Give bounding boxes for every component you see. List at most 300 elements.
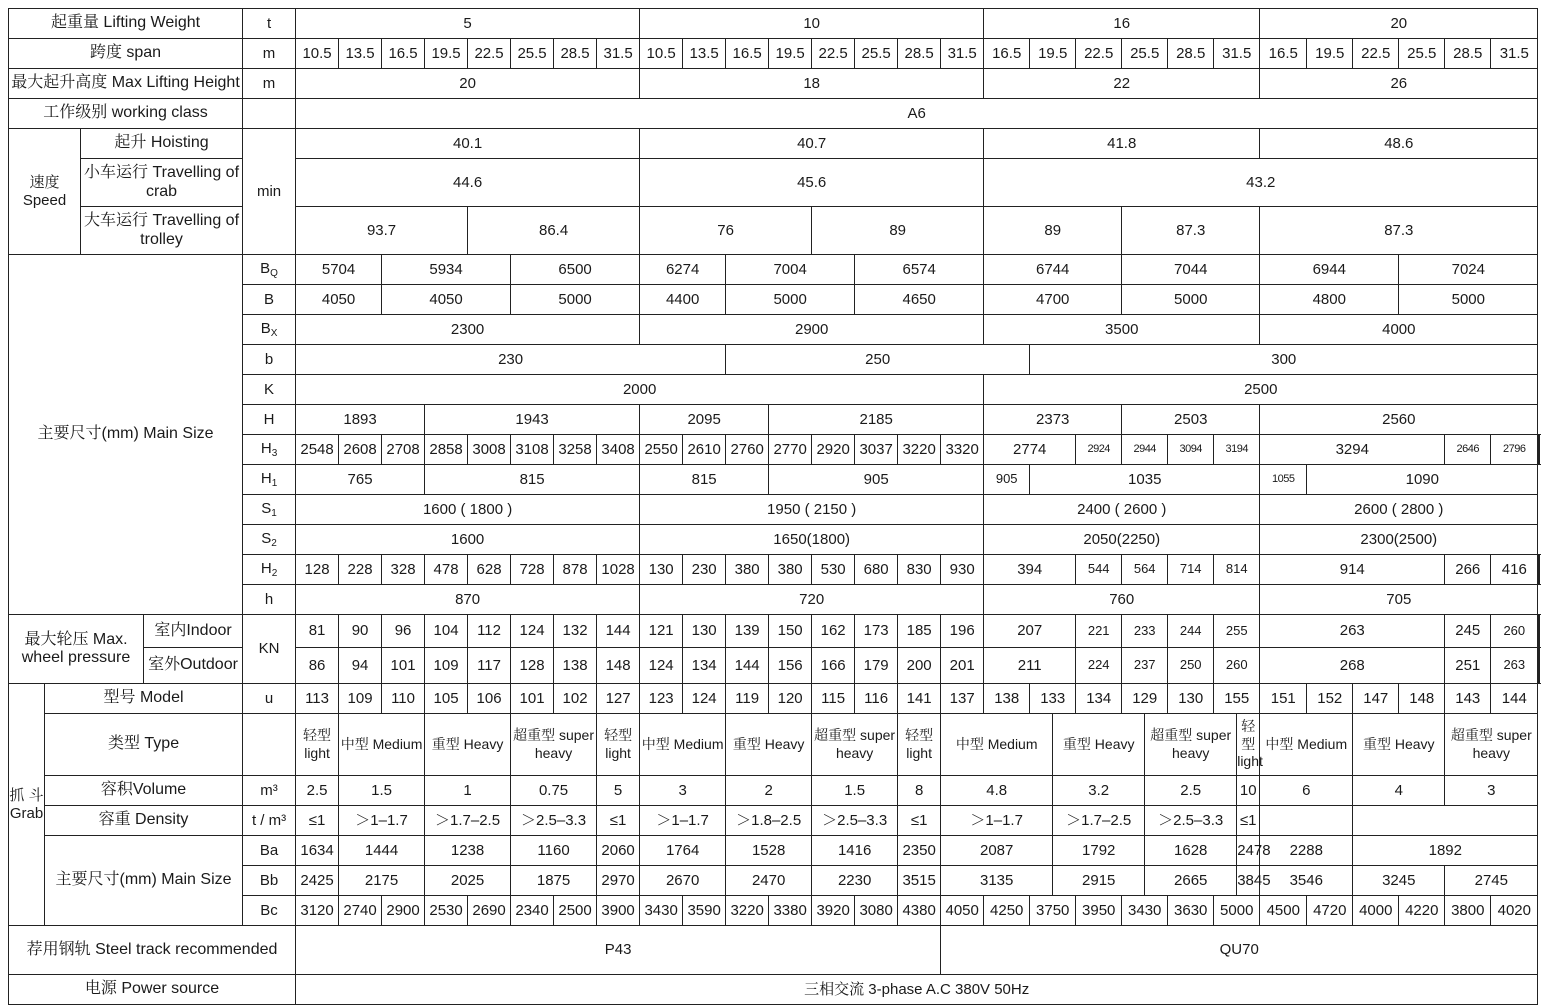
cell: 3950 — [1076, 896, 1122, 926]
cell: 3120 — [296, 896, 339, 926]
cell: 134 — [683, 648, 726, 684]
cell: 86 — [296, 648, 339, 684]
cell: 129 — [1122, 684, 1168, 714]
cell: 251 — [1445, 648, 1491, 684]
cell: 4650 — [855, 285, 984, 315]
cell: 96 — [382, 615, 425, 648]
cell: 1416 — [812, 836, 898, 866]
cell: 3 — [1445, 776, 1538, 806]
unit-min: min — [243, 129, 296, 255]
cell: 19.5 — [425, 39, 468, 69]
cell: 2.5 — [296, 776, 339, 806]
cell: 4050 — [382, 285, 511, 315]
cell: 2095 — [640, 405, 769, 435]
label-trolley-travel: 大车运行 Travelling of trolley — [81, 207, 243, 255]
dim-letter: H — [260, 469, 272, 487]
cell: 31.5 — [941, 39, 984, 69]
cell: 245 — [1445, 615, 1491, 648]
cell: 109 — [339, 684, 382, 714]
cell: 4000 — [1260, 315, 1538, 345]
cell: 760 — [984, 585, 1260, 615]
cell: 156 — [769, 648, 812, 684]
cell: 237 — [1122, 648, 1168, 684]
cell: 22 — [984, 69, 1260, 99]
cell: 2665 — [1145, 866, 1237, 896]
cell: 155 — [1214, 684, 1260, 714]
cell: 89 — [984, 207, 1122, 255]
cell: 28.5 — [1168, 39, 1214, 69]
row-outdoor — [9, 648, 1540, 684]
cell: 89 — [812, 207, 984, 255]
cell: A6 — [296, 99, 1538, 129]
cell: 720 — [640, 585, 984, 615]
cell: 1.5 — [339, 776, 425, 806]
label-working-class: 工作级别 working class — [9, 99, 243, 129]
cell: 2560 — [1260, 405, 1538, 435]
cell: 5934 — [382, 255, 511, 285]
cell: 116 — [855, 684, 898, 714]
cell: 41.8 — [984, 129, 1260, 159]
cell: 680 — [855, 555, 898, 585]
cell: 1950 ( 2150 ) — [640, 495, 984, 525]
dim-h-upper: H — [243, 405, 296, 435]
cell: 3135 — [941, 866, 1053, 896]
cell: 重型 Heavy — [726, 714, 812, 776]
cell: 2060 — [597, 836, 640, 866]
cell: 22.5 — [1076, 39, 1122, 69]
label-grab-main-size: 主要尺寸(mm) Main Size — [45, 836, 243, 926]
cell: 2340 — [511, 896, 554, 926]
cell: 1600 — [296, 525, 640, 555]
cell: 2373 — [984, 405, 1122, 435]
cell: 814 — [1214, 555, 1260, 585]
cell: 2530 — [425, 896, 468, 926]
dim-b-upper: B — [243, 285, 296, 315]
cell: 76 — [640, 207, 812, 255]
cell: 2646 — [1445, 435, 1491, 465]
row-working-class — [9, 99, 1540, 129]
cell: 102 — [554, 684, 597, 714]
cell: 143 — [1445, 684, 1491, 714]
cell: 22.5 — [812, 39, 855, 69]
cell: 87.3 — [1260, 207, 1538, 255]
cell: 3546 — [1260, 866, 1353, 896]
cell: 564 — [1122, 555, 1168, 585]
cell: 87.3 — [1122, 207, 1260, 255]
cell: 207 — [984, 615, 1076, 648]
cell: 2924 — [1076, 435, 1122, 465]
cell: 628 — [468, 555, 511, 585]
dim-bx — [243, 315, 296, 345]
label-power-source: 电源 Power source — [9, 975, 296, 1005]
cell: 90 — [339, 615, 382, 648]
cell: 105 — [425, 684, 468, 714]
cell: 121 — [640, 615, 683, 648]
cell: 1028 — [597, 555, 640, 585]
cell: 4400 — [640, 285, 726, 315]
cell: 7044 — [1122, 255, 1260, 285]
cell: 728 — [511, 555, 554, 585]
cell: 133 — [1030, 684, 1076, 714]
cell: 394 — [984, 555, 1076, 585]
dim-bc: Bc — [243, 896, 296, 926]
cell: 2690 — [468, 896, 511, 926]
cell: 905 — [769, 465, 984, 495]
cell: 10 — [1237, 776, 1260, 806]
cell: 20 — [1260, 9, 1538, 39]
cell: ＞1–1.7 — [339, 806, 425, 836]
cell: 148 — [597, 648, 640, 684]
cell: 10.5 — [640, 39, 683, 69]
cell: 4500 — [1260, 896, 1307, 926]
cell: 超重型 super heavy — [1145, 714, 1237, 776]
cell: 815 — [425, 465, 640, 495]
cell: 1634 — [296, 836, 339, 866]
cell: 43.2 — [984, 159, 1538, 207]
row-lifting-weight — [9, 9, 1540, 39]
unit-m: m — [243, 69, 296, 99]
cell: 2470 — [726, 866, 812, 896]
cell: 6 — [1260, 776, 1353, 806]
cell: 2708 — [382, 435, 425, 465]
cell: 3 — [640, 776, 726, 806]
cell: 1650(1800) — [640, 525, 984, 555]
cell: 196 — [941, 615, 984, 648]
cell: 2760 — [726, 435, 769, 465]
cell: 2425 — [296, 866, 339, 896]
cell: 115 — [812, 684, 855, 714]
cell: 124 — [683, 684, 726, 714]
cell: 3.2 — [1053, 776, 1145, 806]
cell: 380 — [726, 555, 769, 585]
cell: 1 — [425, 776, 511, 806]
row-hoisting — [9, 129, 1540, 159]
cell: 263 — [1491, 648, 1538, 684]
cell: 44.6 — [296, 159, 640, 207]
cell: 3220 — [726, 896, 769, 926]
cell: 106 — [468, 684, 511, 714]
cell: 211 — [984, 648, 1076, 684]
cell: 162 — [812, 615, 855, 648]
cell: 3590 — [683, 896, 726, 926]
cell: 3245 — [1353, 866, 1445, 896]
cell: 4050 — [296, 285, 382, 315]
cell: 144 — [597, 615, 640, 648]
cell: 19.5 — [1307, 39, 1353, 69]
cell: 20 — [296, 69, 640, 99]
cell: 250 — [1168, 648, 1214, 684]
cell: 93.7 — [296, 207, 468, 255]
cell: 150 — [769, 615, 812, 648]
cell: 2770 — [769, 435, 812, 465]
cell: 2670 — [640, 866, 726, 896]
cell: 28.5 — [554, 39, 597, 69]
cell: 328 — [382, 555, 425, 585]
row-bq — [9, 255, 1540, 285]
cell: 31.5 — [1491, 39, 1538, 69]
cell: 45.6 — [640, 159, 984, 207]
cell: ≤1 — [1237, 806, 1260, 836]
row-indoor — [9, 615, 1540, 648]
cell: 86.4 — [468, 207, 640, 255]
cell: 22.5 — [1353, 39, 1399, 69]
cell: 830 — [898, 555, 941, 585]
cell: 1035 — [1030, 465, 1260, 495]
label-span: 跨度 span — [9, 39, 243, 69]
cell: 5000 — [1214, 896, 1260, 926]
unit-kn: KN — [243, 615, 296, 684]
cell: 2503 — [1122, 405, 1260, 435]
cell: 三相交流 3-phase A.C 380V 50Hz — [296, 975, 1538, 1005]
cell: 2400 ( 2600 ) — [984, 495, 1260, 525]
cell: 1090 — [1307, 465, 1538, 495]
dim-s2 — [243, 525, 296, 555]
cell: 260 — [1491, 615, 1538, 648]
dim-letter: B — [260, 259, 271, 277]
cell: 2.5 — [1145, 776, 1237, 806]
cell: 4700 — [984, 285, 1122, 315]
cell: 2050(2250) — [984, 525, 1260, 555]
cell: 1892 — [1353, 836, 1538, 866]
cell: 1528 — [726, 836, 812, 866]
cell: 1160 — [511, 836, 597, 866]
dim-k: K — [243, 375, 296, 405]
cell: 878 — [554, 555, 597, 585]
dim-letter: H — [260, 439, 272, 457]
row-volume — [9, 776, 1540, 806]
cell: 1893 — [296, 405, 425, 435]
label-speed: 速度 Speed — [9, 129, 81, 255]
cell: 3800 — [1445, 896, 1491, 926]
row-crab-travel — [9, 159, 1540, 207]
cell: 124 — [511, 615, 554, 648]
cell: 104 — [425, 615, 468, 648]
label-grab: 抓 斗 Grab — [9, 684, 45, 926]
cell: 7004 — [726, 255, 855, 285]
cell: 25.5 — [1122, 39, 1168, 69]
cell: 4000 — [1353, 896, 1399, 926]
cell — [1260, 806, 1353, 836]
dim-subscript: 2 — [271, 537, 277, 549]
cell: 40.7 — [640, 129, 984, 159]
cell: 1.5 — [812, 776, 898, 806]
dim-subscript: 1 — [271, 477, 278, 489]
cell: 1600 ( 1800 ) — [296, 495, 640, 525]
cell: 2185 — [769, 405, 984, 435]
cell: 870 — [296, 585, 640, 615]
cell: 5 — [296, 9, 640, 39]
cell: ≤1 — [296, 806, 339, 836]
cell: 3220 — [898, 435, 941, 465]
cell: 221 — [1076, 615, 1122, 648]
label-lifting-weight: 起重量 Lifting Weight — [9, 9, 243, 39]
cell: 123 — [640, 684, 683, 714]
cell: ＞1–1.7 — [941, 806, 1053, 836]
cell: 16.5 — [984, 39, 1030, 69]
dim-h1 — [243, 465, 296, 495]
unit-m: m — [243, 39, 296, 69]
cell: 16.5 — [382, 39, 425, 69]
cell: 重型 Heavy — [1353, 714, 1445, 776]
cell: 5000 — [1399, 285, 1538, 315]
dim-b-lower: b — [243, 345, 296, 375]
cell: 714 — [1168, 555, 1214, 585]
cell: 22.5 — [468, 39, 511, 69]
cell: 930 — [941, 555, 984, 585]
cell: 2610 — [683, 435, 726, 465]
cell: 300 — [1030, 345, 1538, 375]
cell: 3408 — [597, 435, 640, 465]
cell: 2350 — [898, 836, 941, 866]
cell: 3515 — [898, 866, 941, 896]
cell: 127 — [597, 684, 640, 714]
cell: 81 — [296, 615, 339, 648]
cell: 94 — [339, 648, 382, 684]
cell: 233 — [1122, 615, 1168, 648]
cell: 轻型 light — [898, 714, 941, 776]
cell: 119 — [726, 684, 769, 714]
cell: ＞2.5–3.3 — [511, 806, 597, 836]
cell: 2600 ( 2800 ) — [1260, 495, 1538, 525]
cell: 130 — [683, 615, 726, 648]
cell: 1875 — [511, 866, 597, 896]
cell: 5000 — [726, 285, 855, 315]
cell: 478 — [425, 555, 468, 585]
dim-letter: S — [261, 499, 272, 517]
cell: 超重型 super heavy — [511, 714, 597, 776]
cell: 144 — [726, 648, 769, 684]
cell: 4020 — [1491, 896, 1538, 926]
cell: 2300 — [296, 315, 640, 345]
row-steel-track — [9, 926, 1540, 975]
cell: 2087 — [941, 836, 1053, 866]
cell: 3430 — [640, 896, 683, 926]
cell: 1444 — [339, 836, 425, 866]
unit-t: t — [243, 9, 296, 39]
cell: 244 — [1168, 615, 1214, 648]
cell: 130 — [1168, 684, 1214, 714]
cell: 2608 — [339, 435, 382, 465]
cell: 2025 — [425, 866, 511, 896]
dim-subscript: 3 — [271, 447, 278, 459]
cell: 3380 — [769, 896, 812, 926]
cell: 28.5 — [898, 39, 941, 69]
dim-s1 — [243, 495, 296, 525]
cell: 重型 Heavy — [1053, 714, 1145, 776]
cell: 4050 — [941, 896, 984, 926]
cell: 120 — [769, 684, 812, 714]
label-type: 类型 Type — [45, 714, 243, 776]
unit-blank — [243, 99, 296, 129]
spec-sheet — [8, 8, 1540, 1005]
cell: 765 — [296, 465, 425, 495]
cell: 128 — [296, 555, 339, 585]
cell: 2 — [726, 776, 812, 806]
cell: 228 — [339, 555, 382, 585]
cell: 7024 — [1399, 255, 1538, 285]
cell: 147 — [1353, 684, 1399, 714]
cell: 3080 — [855, 896, 898, 926]
cell: 2740 — [339, 896, 382, 926]
dim-letter: H — [260, 559, 272, 577]
cell: 2230 — [812, 866, 898, 896]
cell: 101 — [382, 648, 425, 684]
cell: 1943 — [425, 405, 640, 435]
cell: 5000 — [1122, 285, 1260, 315]
cell: 2175 — [339, 866, 425, 896]
cell: 3630 — [1168, 896, 1214, 926]
cell: ＞1.7–2.5 — [1053, 806, 1145, 836]
cell: 2300(2500) — [1260, 525, 1538, 555]
cell: 8 — [898, 776, 941, 806]
cell: 1055 — [1260, 465, 1307, 495]
label-wheel-pressure: 最大轮压 Max. wheel pressure — [9, 615, 144, 684]
label-model: 型号 Model — [45, 684, 243, 714]
cell: 260 — [1214, 648, 1260, 684]
cell: 2550 — [640, 435, 683, 465]
cell: 117 — [468, 648, 511, 684]
cell: 137 — [941, 684, 984, 714]
cell: 6274 — [640, 255, 726, 285]
cell: 2288 — [1260, 836, 1353, 866]
row-type — [9, 714, 1540, 776]
cell: 6744 — [984, 255, 1122, 285]
cell: 3008 — [468, 435, 511, 465]
cell: 138 — [554, 648, 597, 684]
label-density: 容重 Density — [45, 806, 243, 836]
cell: 1238 — [425, 836, 511, 866]
cell: 2774 — [984, 435, 1076, 465]
cell: 914 — [1260, 555, 1445, 585]
cell: 179 — [855, 648, 898, 684]
cell: ＞2.5–3.3 — [812, 806, 898, 836]
cell: 3194 — [1214, 435, 1260, 465]
dim-subscript: X — [270, 327, 278, 339]
dim-h2 — [243, 555, 296, 585]
cell: 185 — [898, 615, 941, 648]
cell: 中型 Medium — [640, 714, 726, 776]
cell: 134 — [1076, 684, 1122, 714]
cell: ＞2.5–3.3 — [1145, 806, 1237, 836]
cell: 中型 Medium — [1260, 714, 1353, 776]
dim-subscript: 2 — [271, 567, 278, 579]
unit-m3: m³ — [243, 776, 296, 806]
cell: 2970 — [597, 866, 640, 896]
cell: 148 — [1399, 684, 1445, 714]
cell: 25.5 — [1399, 39, 1445, 69]
cell: 141 — [898, 684, 941, 714]
cell: 4220 — [1399, 896, 1445, 926]
dim-h3 — [243, 435, 296, 465]
cell: 轻型 light — [296, 714, 339, 776]
cell: 3750 — [1030, 896, 1076, 926]
cell: 3845 — [1237, 866, 1260, 896]
cell: 2500 — [984, 375, 1538, 405]
dim-bq — [243, 255, 296, 285]
cell: 128 — [511, 648, 554, 684]
cell: 3094 — [1168, 435, 1214, 465]
cell: 266 — [1445, 555, 1491, 585]
cell: 3294 — [1260, 435, 1445, 465]
label-max-lifting-height: 最大起升高度 Max Lifting Height — [9, 69, 243, 99]
label-steel-track: 荐用钢轨 Steel track recommended — [9, 926, 296, 975]
row-model — [9, 684, 1540, 714]
cell: 40.1 — [296, 129, 640, 159]
cell: 263 — [1260, 615, 1445, 648]
cell: 705 — [1260, 585, 1538, 615]
cell: 2796 — [1491, 435, 1538, 465]
cell: ＞1–1.7 — [640, 806, 726, 836]
